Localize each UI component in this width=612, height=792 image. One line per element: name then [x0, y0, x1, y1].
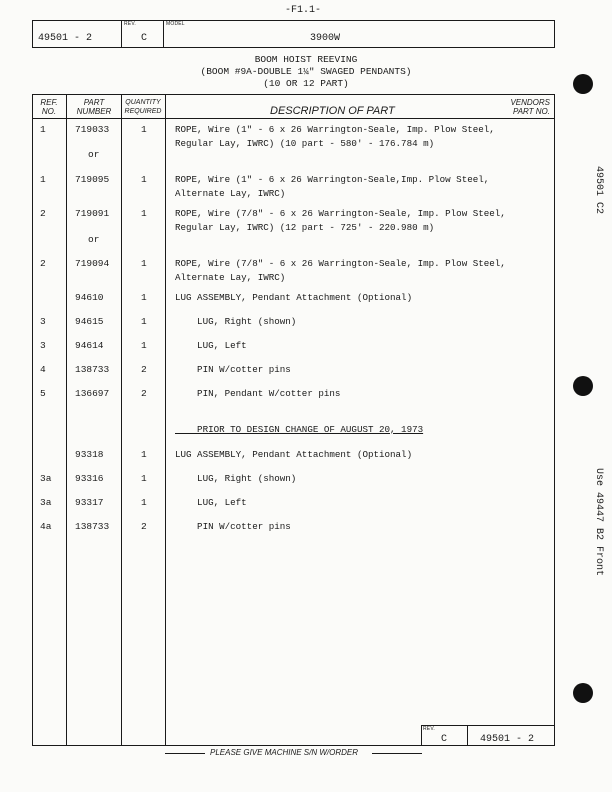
footer-rev-label: REV.: [423, 726, 436, 732]
row-ref: 3: [40, 316, 46, 327]
row-quantity: 1: [141, 497, 147, 508]
row-part-number: 719033: [75, 124, 110, 135]
row-description: LUG, Right (shown): [175, 473, 297, 484]
row-part-number: 136697: [75, 388, 110, 399]
row-quantity: 1: [141, 473, 147, 484]
row-quantity: 2: [141, 364, 147, 375]
row-quantity: 1: [141, 340, 147, 351]
col-part-header: PART NUMBER: [76, 98, 112, 116]
row-description: LUG ASSEMBLY, Pendant Attachment (Optional): [175, 292, 413, 303]
row-description: ROPE, Wire (1" - 6 x 26 Warrington-Seale, Imp. Plow Steel, Regular Lay, IWRC) (10 part - 580' - 176.784 m): [175, 124, 495, 149]
row-description: PRIOR TO DESIGN CHANGE OF AUGUST 20, 1973: [175, 424, 424, 435]
row-description: LUG, Left: [175, 497, 247, 508]
punch-hole-middle: [573, 376, 593, 396]
row-part-number: 94610: [75, 292, 104, 303]
row-ref: 3: [40, 340, 46, 351]
col-qty-header: QUANTITY REQUIRED: [124, 99, 162, 115]
row-part-number: 138733: [75, 521, 110, 532]
row-quantity: 2: [141, 521, 147, 532]
row-part-number: 138733: [75, 364, 110, 375]
row-part-number: 93316: [75, 473, 104, 484]
side-label-bottom: Use 49447 B2 Front: [593, 468, 604, 577]
row-ref: 4: [40, 364, 46, 375]
header-rev-value: C: [141, 33, 148, 44]
row-quantity: 1: [141, 316, 147, 327]
header-model-label: MODEL: [166, 21, 185, 27]
row-quantity: 1: [141, 174, 147, 185]
footer-doc-number: 49501 - 2: [480, 734, 535, 745]
header-model-value: 3900W: [310, 33, 341, 44]
row-ref: 1: [40, 124, 46, 135]
row-description: LUG, Right (shown): [175, 316, 297, 327]
row-part-number: or: [88, 149, 100, 160]
row-quantity: 1: [141, 449, 147, 460]
header-rev-label: REV.: [124, 21, 137, 27]
row-description: LUG, Left: [175, 340, 247, 351]
row-ref: 1: [40, 174, 46, 185]
row-part-number: 94615: [75, 316, 104, 327]
footer-rev-value: C: [441, 734, 448, 745]
row-part-number: or: [88, 234, 100, 245]
row-description: PIN, Pendant W/cotter pins: [175, 388, 341, 399]
row-part-number: 94614: [75, 340, 104, 351]
row-quantity: 2: [141, 388, 147, 399]
side-label-top: 49501 C2: [593, 166, 604, 215]
row-part-number: 719094: [75, 258, 110, 269]
col-desc-header: DESCRIPTION OF PART: [270, 105, 395, 117]
col-vendor-header: VENDORS PART NO.: [510, 98, 550, 116]
row-quantity: 1: [141, 258, 147, 269]
col-ref-header: REF. NO.: [40, 98, 58, 116]
row-ref: 3a: [40, 497, 52, 508]
row-ref: 3a: [40, 473, 52, 484]
row-quantity: 1: [141, 208, 147, 219]
row-ref: 2: [40, 208, 46, 219]
title-line-1: BOOM HOIST REEVING: [254, 54, 358, 65]
row-part-number: 93318: [75, 449, 104, 460]
row-ref: 5: [40, 388, 46, 399]
title-line-3: (10 OR 12 PART): [263, 78, 349, 89]
row-quantity: 1: [141, 124, 147, 135]
row-part-number: 719091: [75, 208, 110, 219]
row-description: LUG ASSEMBLY, Pendant Attachment (Optional): [175, 449, 413, 460]
page-label: -F1.1-: [285, 5, 322, 16]
row-description: PIN W/cotter pins: [175, 364, 291, 375]
punch-hole-top: [573, 74, 593, 94]
row-description: ROPE, Wire (1" - 6 x 26 Warrington-Seale,Imp. Plow Steel, Alternate Lay, IWRC): [175, 174, 490, 199]
footer-note: PLEASE GIVE MACHINE S/N W/ORDER: [210, 748, 359, 757]
row-description: ROPE, Wire (7/8" - 6 x 26 Warrington-Seale, Imp. Plow Steel, Alternate Lay, IWRC): [175, 258, 506, 283]
row-description: PIN W/cotter pins: [175, 521, 291, 532]
row-part-number: 719095: [75, 174, 110, 185]
row-ref: 4a: [40, 521, 52, 532]
row-ref: 2: [40, 258, 46, 269]
row-quantity: 1: [141, 292, 147, 303]
row-description: ROPE, Wire (7/8" - 6 x 26 Warrington-Seale, Imp. Plow Steel, Regular Lay, IWRC) (12 part - 725' - 220.980 m): [175, 208, 506, 233]
row-part-number: 93317: [75, 497, 104, 508]
header-doc-number: 49501 - 2: [38, 33, 93, 44]
punch-hole-bottom: [573, 683, 593, 703]
title-line-2: (BOOM #9A-DOUBLE 1¼" SWAGED PENDANTS): [200, 66, 412, 77]
